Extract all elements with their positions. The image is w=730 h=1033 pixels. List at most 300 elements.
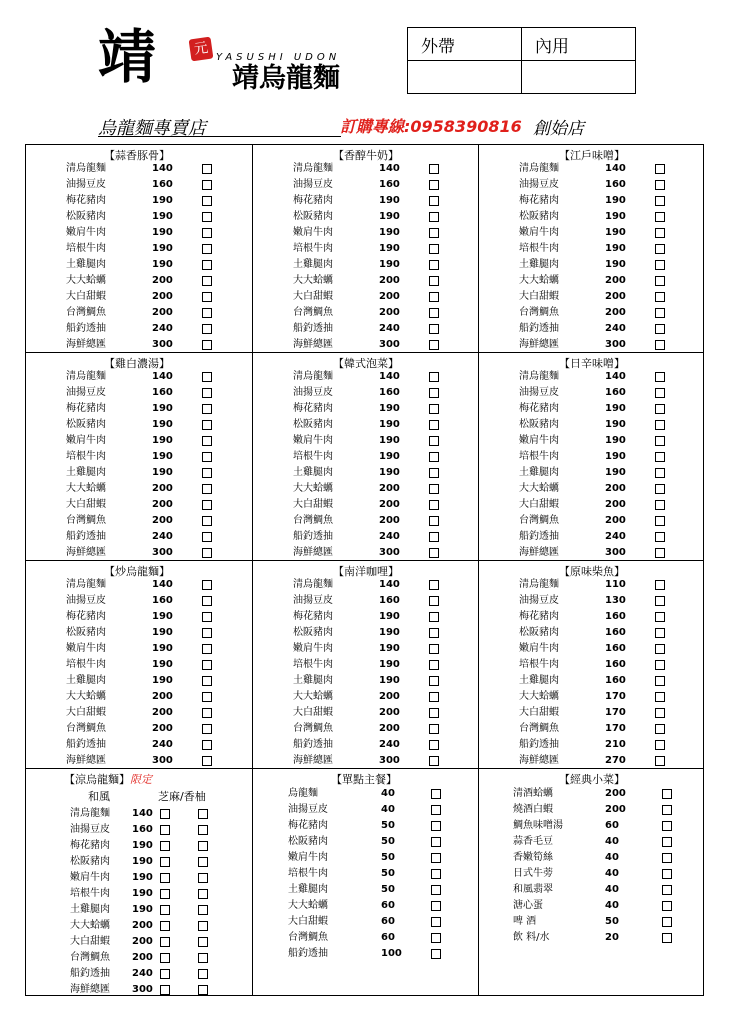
section-title: 【蒜香豚骨】: [104, 149, 170, 162]
item-price: 160: [152, 595, 173, 606]
order-checkbox[interactable]: [655, 692, 665, 702]
order-checkbox[interactable]: [429, 164, 439, 174]
order-checkbox[interactable]: [431, 949, 441, 959]
order-checkbox[interactable]: [429, 324, 439, 334]
order-checkbox[interactable]: [202, 532, 212, 542]
menu-item: [253, 433, 477, 449]
item-price: 300: [379, 547, 400, 558]
item-price: 200: [605, 515, 626, 526]
order-checkbox[interactable]: [202, 388, 212, 398]
item-name: 梅花豬肉: [293, 195, 333, 206]
menu-item: [26, 737, 250, 753]
item-price: 110: [605, 579, 626, 590]
menu-item: [26, 705, 250, 721]
menu-item: [26, 337, 250, 353]
item-name: 大白甜蝦: [288, 916, 328, 927]
order-checkbox[interactable]: [655, 468, 665, 478]
item-price: 190: [132, 872, 153, 883]
item-name: 嫩肩牛肉: [66, 643, 106, 654]
item-price: 240: [132, 968, 153, 979]
item-price: 190: [605, 227, 626, 238]
order-checkbox[interactable]: [655, 740, 665, 750]
order-checkbox[interactable]: [429, 596, 439, 606]
order-checkbox[interactable]: [662, 901, 672, 911]
order-checkbox[interactable]: [202, 276, 212, 286]
wafu-checkbox[interactable]: [160, 985, 170, 995]
menu-item: [479, 753, 703, 769]
menu-item: [253, 866, 478, 882]
item-name: 梅花豬肉: [66, 611, 106, 622]
order-checkbox[interactable]: [202, 420, 212, 430]
menu-item: [26, 161, 250, 177]
order-checkbox[interactable]: [431, 805, 441, 815]
order-checkbox[interactable]: [655, 212, 665, 222]
item-price: 190: [605, 243, 626, 254]
order-checkbox[interactable]: [655, 308, 665, 318]
item-price: 190: [379, 259, 400, 270]
menu-item: [26, 497, 250, 513]
item-price: 160: [605, 675, 626, 686]
order-checkbox[interactable]: [655, 756, 665, 766]
order-checkbox[interactable]: [655, 340, 665, 350]
order-checkbox[interactable]: [202, 372, 212, 382]
slogan-underline: [98, 136, 341, 137]
shop-name: 創始店: [533, 119, 584, 139]
dine-in-field[interactable]: [522, 61, 636, 94]
order-checkbox[interactable]: [202, 228, 212, 238]
item-price: 190: [152, 211, 173, 222]
order-checkbox[interactable]: [429, 548, 439, 558]
item-name: 船釣透抽: [66, 531, 106, 542]
sesame-yuzu-checkbox[interactable]: [198, 841, 208, 851]
order-checkbox[interactable]: [655, 596, 665, 606]
menu-item: [253, 657, 477, 673]
sesame-yuzu-checkbox[interactable]: [198, 873, 208, 883]
order-checkbox[interactable]: [202, 340, 212, 350]
section-title: 【日辛味噌】: [559, 357, 625, 370]
item-price: 200: [132, 920, 153, 931]
menu-section: [479, 145, 703, 351]
item-name: 日式牛蒡: [513, 868, 553, 879]
menu-item: [26, 433, 250, 449]
order-checkbox[interactable]: [202, 740, 212, 750]
menu-item: [26, 289, 250, 305]
order-checkbox[interactable]: [655, 532, 665, 542]
item-price: 60: [381, 900, 395, 911]
order-checkbox[interactable]: [431, 901, 441, 911]
item-price: 60: [381, 916, 395, 927]
order-checkbox[interactable]: [202, 612, 212, 622]
item-price: 40: [605, 836, 619, 847]
menu-item: [26, 886, 252, 902]
item-name: 松阪豬肉: [293, 627, 333, 638]
item-name: 培根牛肉: [519, 659, 559, 670]
order-checkbox[interactable]: [662, 917, 672, 927]
item-price: 160: [605, 659, 626, 670]
menu-item: [26, 241, 250, 257]
sesame-yuzu-checkbox[interactable]: [198, 921, 208, 931]
item-name: 海鮮總匯: [293, 755, 333, 766]
order-checkbox[interactable]: [655, 628, 665, 638]
order-checkbox[interactable]: [202, 452, 212, 462]
order-checkbox[interactable]: [429, 180, 439, 190]
item-price: 170: [605, 707, 626, 718]
order-checkbox[interactable]: [655, 244, 665, 254]
order-checkbox[interactable]: [655, 484, 665, 494]
item-price: 200: [379, 307, 400, 318]
menu-item: [253, 818, 478, 834]
item-name: 清烏龍麵: [70, 808, 110, 819]
order-checkbox[interactable]: [429, 468, 439, 478]
item-price: 190: [379, 659, 400, 670]
wafu-checkbox[interactable]: [160, 841, 170, 851]
order-checkbox[interactable]: [202, 548, 212, 558]
wafu-checkbox[interactable]: [160, 857, 170, 867]
item-name: 松阪豬肉: [288, 836, 328, 847]
order-checkbox[interactable]: [655, 292, 665, 302]
order-checkbox[interactable]: [202, 164, 212, 174]
item-name: 船釣透抽: [288, 948, 328, 959]
menu-section: [26, 353, 250, 559]
sesame-yuzu-checkbox[interactable]: [198, 889, 208, 899]
order-checkbox[interactable]: [655, 724, 665, 734]
order-checkbox[interactable]: [202, 180, 212, 190]
item-price: 190: [152, 195, 173, 206]
order-checkbox[interactable]: [429, 260, 439, 270]
wafu-checkbox[interactable]: [160, 921, 170, 931]
menu-item: [253, 705, 477, 721]
wafu-checkbox[interactable]: [160, 873, 170, 883]
item-name: 大白甜蝦: [519, 499, 559, 510]
section-single-items: [253, 769, 478, 995]
menu-item: [479, 609, 703, 625]
order-checkbox[interactable]: [202, 324, 212, 334]
order-checkbox[interactable]: [202, 468, 212, 478]
menu-item: [479, 882, 703, 898]
menu-item: [253, 593, 477, 609]
item-price: 60: [381, 932, 395, 943]
order-checkbox[interactable]: [202, 708, 212, 718]
item-name: 船釣透抽: [519, 323, 559, 334]
menu-item: [479, 289, 703, 305]
order-checkbox[interactable]: [202, 644, 212, 654]
order-checkbox[interactable]: [655, 548, 665, 558]
option-sesame-yuzu-label: 芝麻/香柚: [158, 790, 206, 803]
sesame-yuzu-checkbox[interactable]: [198, 905, 208, 915]
menu-item: [253, 786, 478, 802]
order-checkbox[interactable]: [429, 644, 439, 654]
item-name: 大白甜蝦: [293, 291, 333, 302]
brand-name-zh: 靖烏龍麵: [232, 63, 340, 94]
item-name: 油揚豆皮: [66, 179, 106, 190]
item-name: 大白甜蝦: [66, 291, 106, 302]
order-checkbox[interactable]: [662, 789, 672, 799]
order-checkbox[interactable]: [429, 660, 439, 670]
order-checkbox[interactable]: [202, 404, 212, 414]
item-name: 大大蛤蠣: [66, 275, 106, 286]
order-checkbox[interactable]: [655, 580, 665, 590]
order-checkbox[interactable]: [202, 308, 212, 318]
order-checkbox[interactable]: [429, 724, 439, 734]
order-checkbox[interactable]: [655, 276, 665, 286]
item-name: 土雞腿肉: [66, 259, 106, 270]
order-checkbox[interactable]: [202, 436, 212, 446]
item-price: 240: [152, 531, 173, 542]
menu-item: [26, 625, 250, 641]
order-checkbox[interactable]: [202, 196, 212, 206]
wafu-checkbox[interactable]: [160, 905, 170, 915]
order-checkbox[interactable]: [202, 724, 212, 734]
menu-item: [253, 257, 477, 273]
order-checkbox[interactable]: [429, 756, 439, 766]
order-checkbox[interactable]: [431, 869, 441, 879]
item-name: 梅花豬肉: [293, 611, 333, 622]
logo-glyph: 靖: [98, 23, 155, 91]
sesame-yuzu-checkbox[interactable]: [198, 937, 208, 947]
order-checkbox[interactable]: [429, 708, 439, 718]
sesame-yuzu-checkbox[interactable]: [198, 857, 208, 867]
order-checkbox[interactable]: [429, 404, 439, 414]
order-checkbox[interactable]: [431, 837, 441, 847]
item-name: 清烏龍麵: [66, 163, 106, 174]
menu-item: [253, 513, 477, 529]
item-price: 240: [379, 739, 400, 750]
wafu-checkbox[interactable]: [160, 825, 170, 835]
order-checkbox[interactable]: [655, 324, 665, 334]
menu-item: [26, 657, 250, 673]
order-checkbox[interactable]: [655, 644, 665, 654]
order-checkbox[interactable]: [655, 660, 665, 670]
order-checkbox[interactable]: [429, 276, 439, 286]
item-price: 300: [152, 339, 173, 350]
order-checkbox[interactable]: [202, 628, 212, 638]
order-checkbox[interactable]: [429, 228, 439, 238]
item-price: 300: [379, 755, 400, 766]
order-checkbox[interactable]: [429, 308, 439, 318]
item-price: 200: [605, 307, 626, 318]
order-checkbox[interactable]: [655, 228, 665, 238]
order-checkbox[interactable]: [202, 484, 212, 494]
item-name: 梅花豬肉: [288, 820, 328, 831]
menu-item: [479, 786, 703, 802]
item-name: 松阪豬肉: [70, 856, 110, 867]
order-checkbox[interactable]: [429, 292, 439, 302]
item-name: 培根牛肉: [66, 243, 106, 254]
item-name: 大大蛤蠣: [293, 275, 333, 286]
section-title: [64, 771, 152, 787]
order-checkbox[interactable]: [429, 532, 439, 542]
order-checkbox[interactable]: [429, 372, 439, 382]
item-name: 土雞腿肉: [519, 675, 559, 686]
item-name: 土雞腿肉: [66, 467, 106, 478]
item-name: 清烏龍麵: [519, 579, 559, 590]
order-checkbox[interactable]: [655, 260, 665, 270]
section-title: 【經典小菜】: [559, 773, 625, 786]
order-checkbox[interactable]: [662, 805, 672, 815]
menu-item: [253, 737, 477, 753]
sesame-yuzu-checkbox[interactable]: [198, 969, 208, 979]
order-checkbox[interactable]: [429, 484, 439, 494]
order-checkbox[interactable]: [655, 404, 665, 414]
wafu-checkbox[interactable]: [160, 937, 170, 947]
menu-item: [26, 902, 252, 918]
wafu-checkbox[interactable]: [160, 969, 170, 979]
menu-item: [253, 161, 477, 177]
order-checkbox[interactable]: [202, 500, 212, 510]
item-name: 松阪豬肉: [293, 211, 333, 222]
order-checkbox[interactable]: [655, 420, 665, 430]
order-checkbox[interactable]: [429, 612, 439, 622]
item-name: 梅花豬肉: [519, 611, 559, 622]
item-price: 190: [379, 419, 400, 430]
section-title: 【雞白濃湯】: [104, 357, 170, 370]
order-checkbox[interactable]: [655, 516, 665, 526]
order-checkbox[interactable]: [429, 420, 439, 430]
menu-item: [253, 337, 477, 353]
order-checkbox[interactable]: [662, 885, 672, 895]
takeout-field[interactable]: [408, 61, 522, 94]
menu-section: [479, 353, 703, 559]
order-checkbox[interactable]: [655, 164, 665, 174]
order-checkbox[interactable]: [662, 933, 672, 943]
item-price: 170: [605, 691, 626, 702]
wafu-checkbox[interactable]: [160, 809, 170, 819]
sesame-yuzu-checkbox[interactable]: [198, 809, 208, 819]
order-checkbox[interactable]: [655, 452, 665, 462]
order-checkbox[interactable]: [431, 933, 441, 943]
order-checkbox[interactable]: [655, 388, 665, 398]
item-name: 松阪豬肉: [519, 419, 559, 430]
sesame-yuzu-checkbox[interactable]: [198, 953, 208, 963]
item-price: 190: [605, 403, 626, 414]
item-price: 20: [605, 932, 619, 943]
item-name: 培根牛肉: [293, 659, 333, 670]
order-checkbox[interactable]: [655, 372, 665, 382]
menu-item: [26, 401, 250, 417]
item-price: 190: [379, 195, 400, 206]
item-name: 海鮮總匯: [519, 339, 559, 350]
item-name: 大大蛤蠣: [66, 691, 106, 702]
item-price: 200: [379, 483, 400, 494]
item-name: 台灣鯛魚: [66, 307, 106, 318]
item-name: 松阪豬肉: [66, 419, 106, 430]
item-name: 船釣透抽: [293, 531, 333, 542]
order-checkbox[interactable]: [429, 580, 439, 590]
order-checkbox[interactable]: [431, 885, 441, 895]
order-checkbox[interactable]: [202, 212, 212, 222]
item-name: 香嫩筍絲: [513, 852, 553, 863]
order-checkbox[interactable]: [662, 869, 672, 879]
item-name: 油揚豆皮: [288, 804, 328, 815]
order-checkbox[interactable]: [429, 244, 439, 254]
menu-item: [479, 257, 703, 273]
order-checkbox[interactable]: [202, 676, 212, 686]
item-name: 台灣鯛魚: [293, 515, 333, 526]
order-checkbox[interactable]: [429, 452, 439, 462]
item-name: 梅花豬肉: [66, 195, 106, 206]
item-name: 油揚豆皮: [519, 595, 559, 606]
order-checkbox[interactable]: [429, 500, 439, 510]
menu-item: [479, 401, 703, 417]
order-checkbox[interactable]: [429, 212, 439, 222]
item-name: 培根牛肉: [519, 243, 559, 254]
item-price: 200: [379, 691, 400, 702]
order-checkbox[interactable]: [662, 837, 672, 847]
order-checkbox[interactable]: [429, 692, 439, 702]
order-checkbox[interactable]: [655, 196, 665, 206]
sesame-yuzu-checkbox[interactable]: [198, 985, 208, 995]
order-checkbox[interactable]: [655, 676, 665, 686]
order-checkbox[interactable]: [655, 708, 665, 718]
menu-item: [479, 930, 703, 946]
item-price: 200: [605, 483, 626, 494]
item-name: 油揚豆皮: [293, 595, 333, 606]
order-checkbox[interactable]: [202, 580, 212, 590]
wafu-checkbox[interactable]: [160, 953, 170, 963]
item-price: 300: [379, 339, 400, 350]
order-checkbox[interactable]: [429, 340, 439, 350]
item-name: 海鮮總匯: [70, 984, 110, 995]
order-checkbox[interactable]: [202, 516, 212, 526]
order-checkbox[interactable]: [655, 500, 665, 510]
order-checkbox[interactable]: [429, 516, 439, 526]
order-hotline: 訂購專線:0958390816: [340, 117, 522, 136]
order-checkbox[interactable]: [429, 676, 439, 686]
order-checkbox[interactable]: [202, 292, 212, 302]
order-checkbox[interactable]: [655, 180, 665, 190]
item-price: 300: [132, 984, 153, 995]
order-checkbox[interactable]: [202, 596, 212, 606]
order-checkbox[interactable]: [429, 436, 439, 446]
item-price: 60: [605, 820, 619, 831]
order-checkbox[interactable]: [429, 740, 439, 750]
item-price: 190: [379, 675, 400, 686]
order-checkbox[interactable]: [202, 692, 212, 702]
order-checkbox[interactable]: [662, 853, 672, 863]
section-title: 【江戶味噌】: [559, 149, 625, 162]
item-name: 清烏龍麵: [66, 371, 106, 382]
order-checkbox[interactable]: [431, 789, 441, 799]
order-checkbox[interactable]: [431, 917, 441, 927]
order-checkbox[interactable]: [429, 628, 439, 638]
order-checkbox[interactable]: [431, 821, 441, 831]
item-name: 大大蛤蠣: [70, 920, 110, 931]
menu-item: [253, 898, 478, 914]
menu-item: [26, 593, 250, 609]
order-checkbox[interactable]: [429, 196, 439, 206]
menu-item: [26, 417, 250, 433]
item-name: 培根牛肉: [66, 451, 106, 462]
order-checkbox[interactable]: [429, 388, 439, 398]
order-checkbox[interactable]: [202, 244, 212, 254]
order-checkbox[interactable]: [202, 260, 212, 270]
menu-item: [26, 822, 252, 838]
order-checkbox[interactable]: [662, 821, 672, 831]
order-checkbox[interactable]: [431, 853, 441, 863]
order-checkbox[interactable]: [202, 660, 212, 670]
item-price: 190: [152, 451, 173, 462]
order-checkbox[interactable]: [655, 612, 665, 622]
item-price: 160: [605, 611, 626, 622]
item-price: 190: [132, 840, 153, 851]
item-name: 油揚豆皮: [293, 179, 333, 190]
sesame-yuzu-checkbox[interactable]: [198, 825, 208, 835]
item-price: 140: [152, 163, 173, 174]
order-checkbox[interactable]: [655, 436, 665, 446]
order-checkbox[interactable]: [202, 756, 212, 766]
wafu-checkbox[interactable]: [160, 889, 170, 899]
menu-item: [26, 385, 250, 401]
